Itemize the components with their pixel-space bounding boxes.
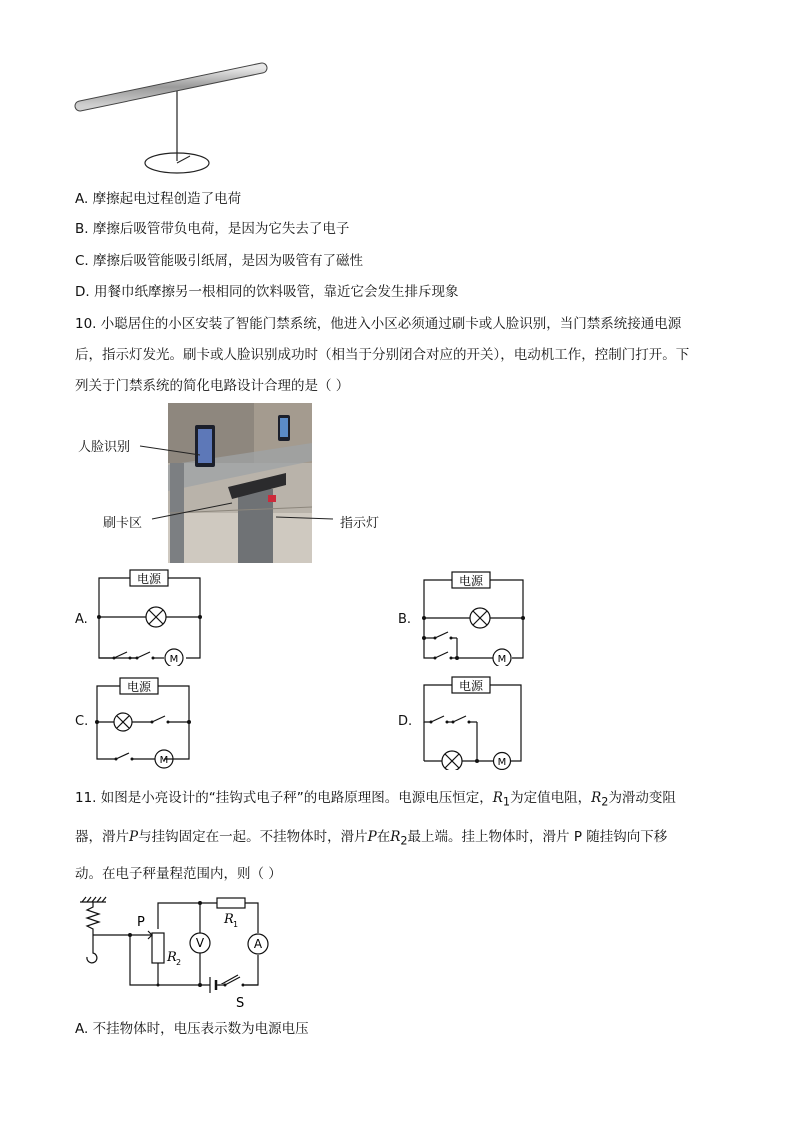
q11-text: 为滑动变阻: [608, 790, 676, 806]
label-r1: R: [224, 912, 234, 927]
label-s: S: [236, 996, 245, 1011]
q9-option-c: C. 摩擦后吸管能吸引纸屑，是因为吸管有了磁性: [75, 253, 364, 269]
label-r2-sub: 2: [176, 958, 182, 967]
circuit-a-option: A.: [75, 612, 88, 627]
q11-text: 最上端。挂上物体时，滑片 P 随挂钩向下移: [407, 829, 668, 845]
circuit-b-motor: M: [497, 654, 507, 665]
r1-subscript: 1: [502, 795, 511, 809]
q9-option-d: D. 用餐巾纸摩擦另一根相同的饮料吸管，靠近它会发生排斥现象: [75, 284, 459, 300]
r2-subscript: 2: [400, 834, 408, 848]
q10-stem-line-3: 列关于门禁系统的简化电路设计合理的是（ ）: [75, 378, 350, 394]
q11-option-a: A. 不挂物体时，电压表示数为电源电压: [75, 1021, 309, 1037]
circuit-c: [90, 672, 200, 770]
circuit-a-power: 电源: [136, 572, 162, 586]
q11-text: 与挂钩固定在一起。不挂物体时，滑片: [138, 829, 368, 845]
q11-stem-line-3: 动。在电子秤量程范围内，则（ ）: [75, 866, 282, 882]
q11-text: 为定值电阻，: [510, 790, 592, 806]
photo-label-card: 刷卡区: [103, 516, 143, 531]
label-p: P: [137, 915, 145, 930]
photo-label-indicator: 指示灯: [340, 516, 380, 531]
circuit-c-power: 电源: [126, 680, 152, 694]
q11-text: 在: [376, 829, 391, 845]
r1-symbol: R: [492, 790, 503, 806]
voltmeter-label: V: [195, 936, 205, 950]
label-r2: R: [167, 950, 177, 965]
q10-stem-line-1: 10. 小聪居住的小区安装了智能门禁系统，他进入小区必须通过刷卡或人脸识别，当门禁系统接通电源: [75, 316, 682, 332]
p-symbol: P: [129, 829, 139, 845]
circuit-d-option: D.: [398, 714, 413, 729]
circuit-d-motor: M: [497, 757, 507, 768]
ammeter-label: A: [253, 937, 263, 951]
circuit-b-option: B.: [398, 612, 412, 627]
circuit-d-power: 电源: [458, 679, 484, 693]
circuit-c-motor: M: [159, 755, 169, 766]
r2-symbol: R: [591, 790, 602, 806]
circuit-b-power: 电源: [458, 574, 484, 588]
circuit-b: [415, 566, 535, 666]
circuit-d: [415, 672, 535, 770]
q11-text: 器，滑片: [75, 829, 129, 845]
label-r1-sub: 1: [233, 920, 239, 929]
q9-option-b: B. 摩擦后吸管带负电荷，是因为它失去了电子: [75, 221, 350, 237]
p-symbol: P: [367, 829, 377, 845]
q11-text: 11. 如图是小亮设计的“挂钩式电子秤”的电路原理图。电源电压恒定，: [75, 790, 493, 806]
r2-symbol: R: [390, 829, 401, 845]
q10-stem-line-2: 后，指示灯发光。刷卡或人脸识别成功时（相当于分别闭合对应的开关），电动机工作，控制门打开。下: [75, 347, 690, 363]
electronic-scale-circuit: [70, 895, 280, 1013]
q11-stem-line-2: [75, 828, 667, 851]
r2-subscript: 2: [601, 795, 609, 809]
q9-option-a: A. 摩擦起电过程创造了电荷: [75, 191, 242, 207]
circuit-a: [90, 566, 210, 666]
circuit-c-option: C.: [75, 714, 89, 729]
photo-label-face: 人脸识别: [78, 440, 131, 455]
circuit-a-motor: M: [169, 654, 179, 665]
q11-stem-line-1: [75, 789, 676, 812]
